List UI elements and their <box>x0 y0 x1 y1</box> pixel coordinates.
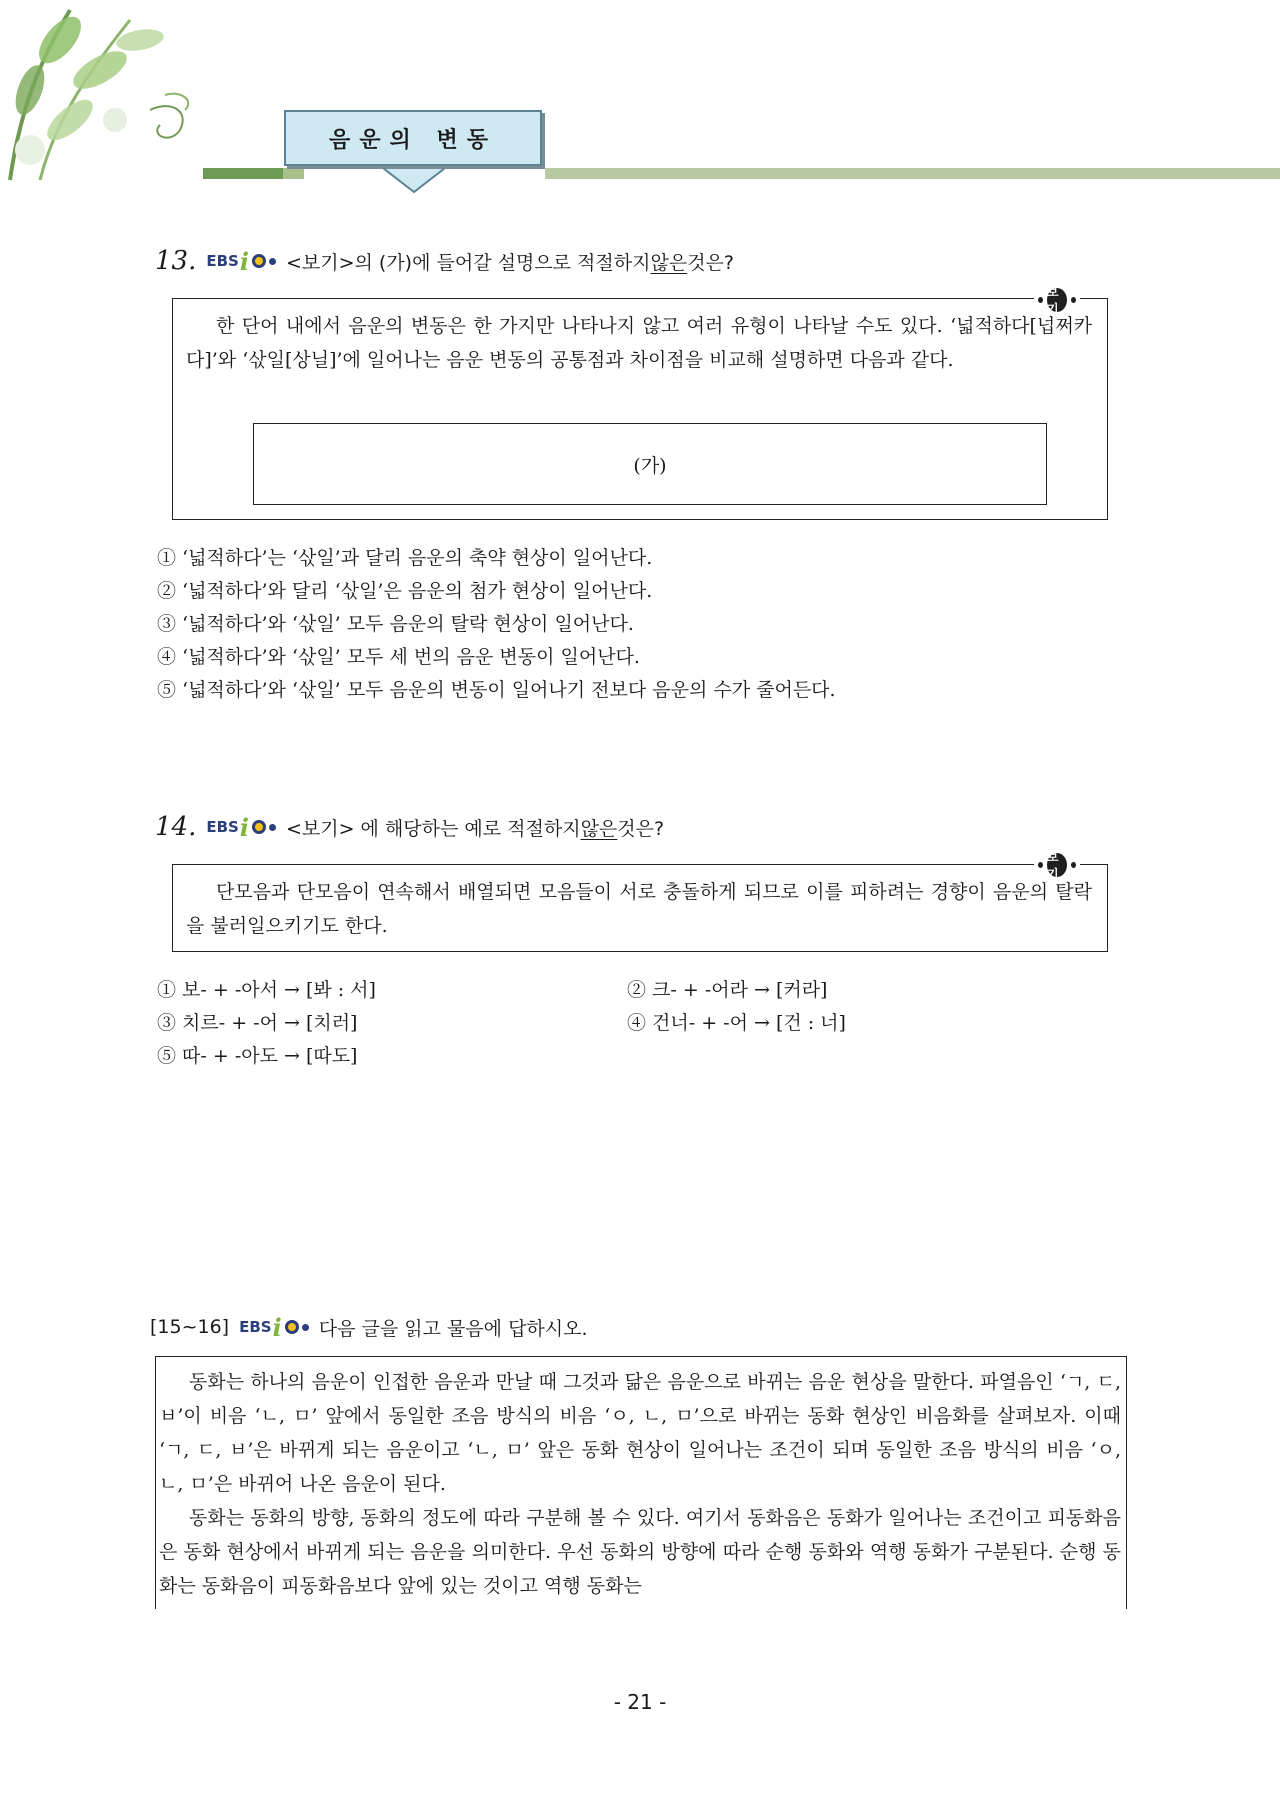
question-number: 14. <box>155 812 197 842</box>
reading-passage <box>155 1356 1127 1609</box>
choice-5[interactable]: ⑤ 따- + -아도 → [따도] <box>157 1045 358 1067</box>
bogi-box-13 <box>172 298 1108 520</box>
choice-4[interactable]: ④ ‘넓적하다’와 ‘삯일’ 모두 세 번의 음운 변동이 일어난다. <box>157 646 640 668</box>
choice-1[interactable]: ① ‘넓적하다’는 ‘삯일’과 달리 음운의 축약 현상이 일어난다. <box>157 547 653 569</box>
choice-5[interactable]: ⑤ ‘넓적하다’와 ‘삯일’ 모두 음운의 변동이 일어나기 전보다 음운의 수가 줄어든다. <box>157 679 836 701</box>
passage-paragraph-2: 동화는 동화의 방향, 동화의 정도에 따라 구분해 볼 수 있다. 여기서 동화음은 동화가 일어나는 조건이고 피동화음은 동화 현상에서 바뀌게 되는 음운을 의미한다. 우선 동화의 방향에 따라 순행 동화와 역행 동화가 구분된다. 순행 동화는 동화음이 피동화음보다 앞에 있는 것이고 역행 동화는 <box>159 1507 1121 1597</box>
bogi-box-14 <box>172 864 1108 952</box>
header-bar-dark <box>203 168 283 179</box>
choice-2[interactable]: ② 크- + -어라 → [커라] <box>627 979 828 1001</box>
question-text: <보기> 에 해당하는 예로 적절하지 <box>285 817 581 840</box>
header-bar-light <box>545 168 1280 179</box>
choice-2[interactable]: ② ‘넓적하다’와 달리 ‘삯일’은 음운의 첨가 현상이 일어난다. <box>157 580 653 602</box>
bogi-badge: 보기 <box>1034 286 1080 314</box>
choice-3[interactable]: ③ ‘넓적하다’와 ‘삯일’ 모두 음운의 탈락 현상이 일어난다. <box>157 613 634 635</box>
question-number: 13. <box>155 246 197 276</box>
section-title: 음운의 변동 <box>284 110 542 166</box>
bogi-text: 한 단어 내에서 음운의 변동은 한 가지만 나타나지 않고 여러 유형이 나타날 수도 있다. ‘넓적하다[넙쩌카다]’와 ‘삯일[상닐]’에 일어나는 음운 변동의 공통점과 차이점을 비교해 설명하면 다음과 같다. <box>186 315 1092 371</box>
question-text-end: 것은? <box>617 817 665 840</box>
choice-1[interactable]: ① 보- + -아서 → [봐 : 서] <box>157 979 376 1001</box>
question-number: [15~16] <box>150 1316 230 1338</box>
question-15-16 <box>150 1310 588 1344</box>
choice-3[interactable]: ③ 치르- + -어 → [치러] <box>157 1012 358 1034</box>
bogi-badge: 보기 <box>1034 851 1080 879</box>
header-bar-mid <box>283 168 304 179</box>
question-13 <box>155 244 734 278</box>
question-underlined-text: 않은 <box>650 251 688 274</box>
ebs-logo: EBS i <box>206 813 276 842</box>
question-text-end: 것은? <box>687 251 734 274</box>
choice-4[interactable]: ④ 건너- + -어 → [건 : 너] <box>627 1012 846 1034</box>
page-number: - 21 - <box>613 1690 667 1714</box>
ebs-logo: EBS i <box>206 247 276 276</box>
floral-decoration <box>0 0 220 185</box>
question-underlined-text: 않은 <box>580 817 618 840</box>
question-14 <box>155 810 664 844</box>
choice-list-14-right <box>627 972 846 1038</box>
choice-list-13 <box>157 540 836 705</box>
question-text: <보기>의 (가)에 들어갈 설명으로 적절하지 <box>285 251 651 274</box>
instruction-text: 다음 글을 읽고 물음에 답하시오. <box>318 1317 588 1340</box>
bogi-text: 단모음과 단모음이 연속해서 배열되면 모음들이 서로 충돌하게 되므로 이를 피하려는 경향이 음운의 탈락을 불러일으키기도 한다. <box>186 881 1092 937</box>
blank-box-ga <box>253 423 1047 505</box>
ebs-logo: EBS i <box>239 1313 309 1342</box>
blank-label: (가) <box>633 454 667 477</box>
passage-paragraph-1: 동화는 하나의 음운이 인접한 음운과 만날 때 그것과 닮은 음운으로 바뀌는 음운 현상을 말한다. 파열음인 ‘ㄱ, ㄷ, ㅂ’이 비음 ‘ㄴ, ㅁ’ 앞에서 동일한 조음 방식의 비음 ‘ㅇ, ㄴ, ㅁ’으로 바뀌는 동화 현상인 비음화를 살펴보자. 이때 ‘ㄱ, ㄷ, ㅂ’은 바뀌게 되는 음운이고 ‘ㄴ, ㅁ’ 앞은 동화 현상이 일어나는 조건이 되며 동일한 조음 방식의 비음 ‘ㅇ, ㄴ, ㅁ’은 바뀌어 나온 음운이 된다. <box>159 1371 1121 1495</box>
choice-list-14-left <box>157 972 376 1071</box>
